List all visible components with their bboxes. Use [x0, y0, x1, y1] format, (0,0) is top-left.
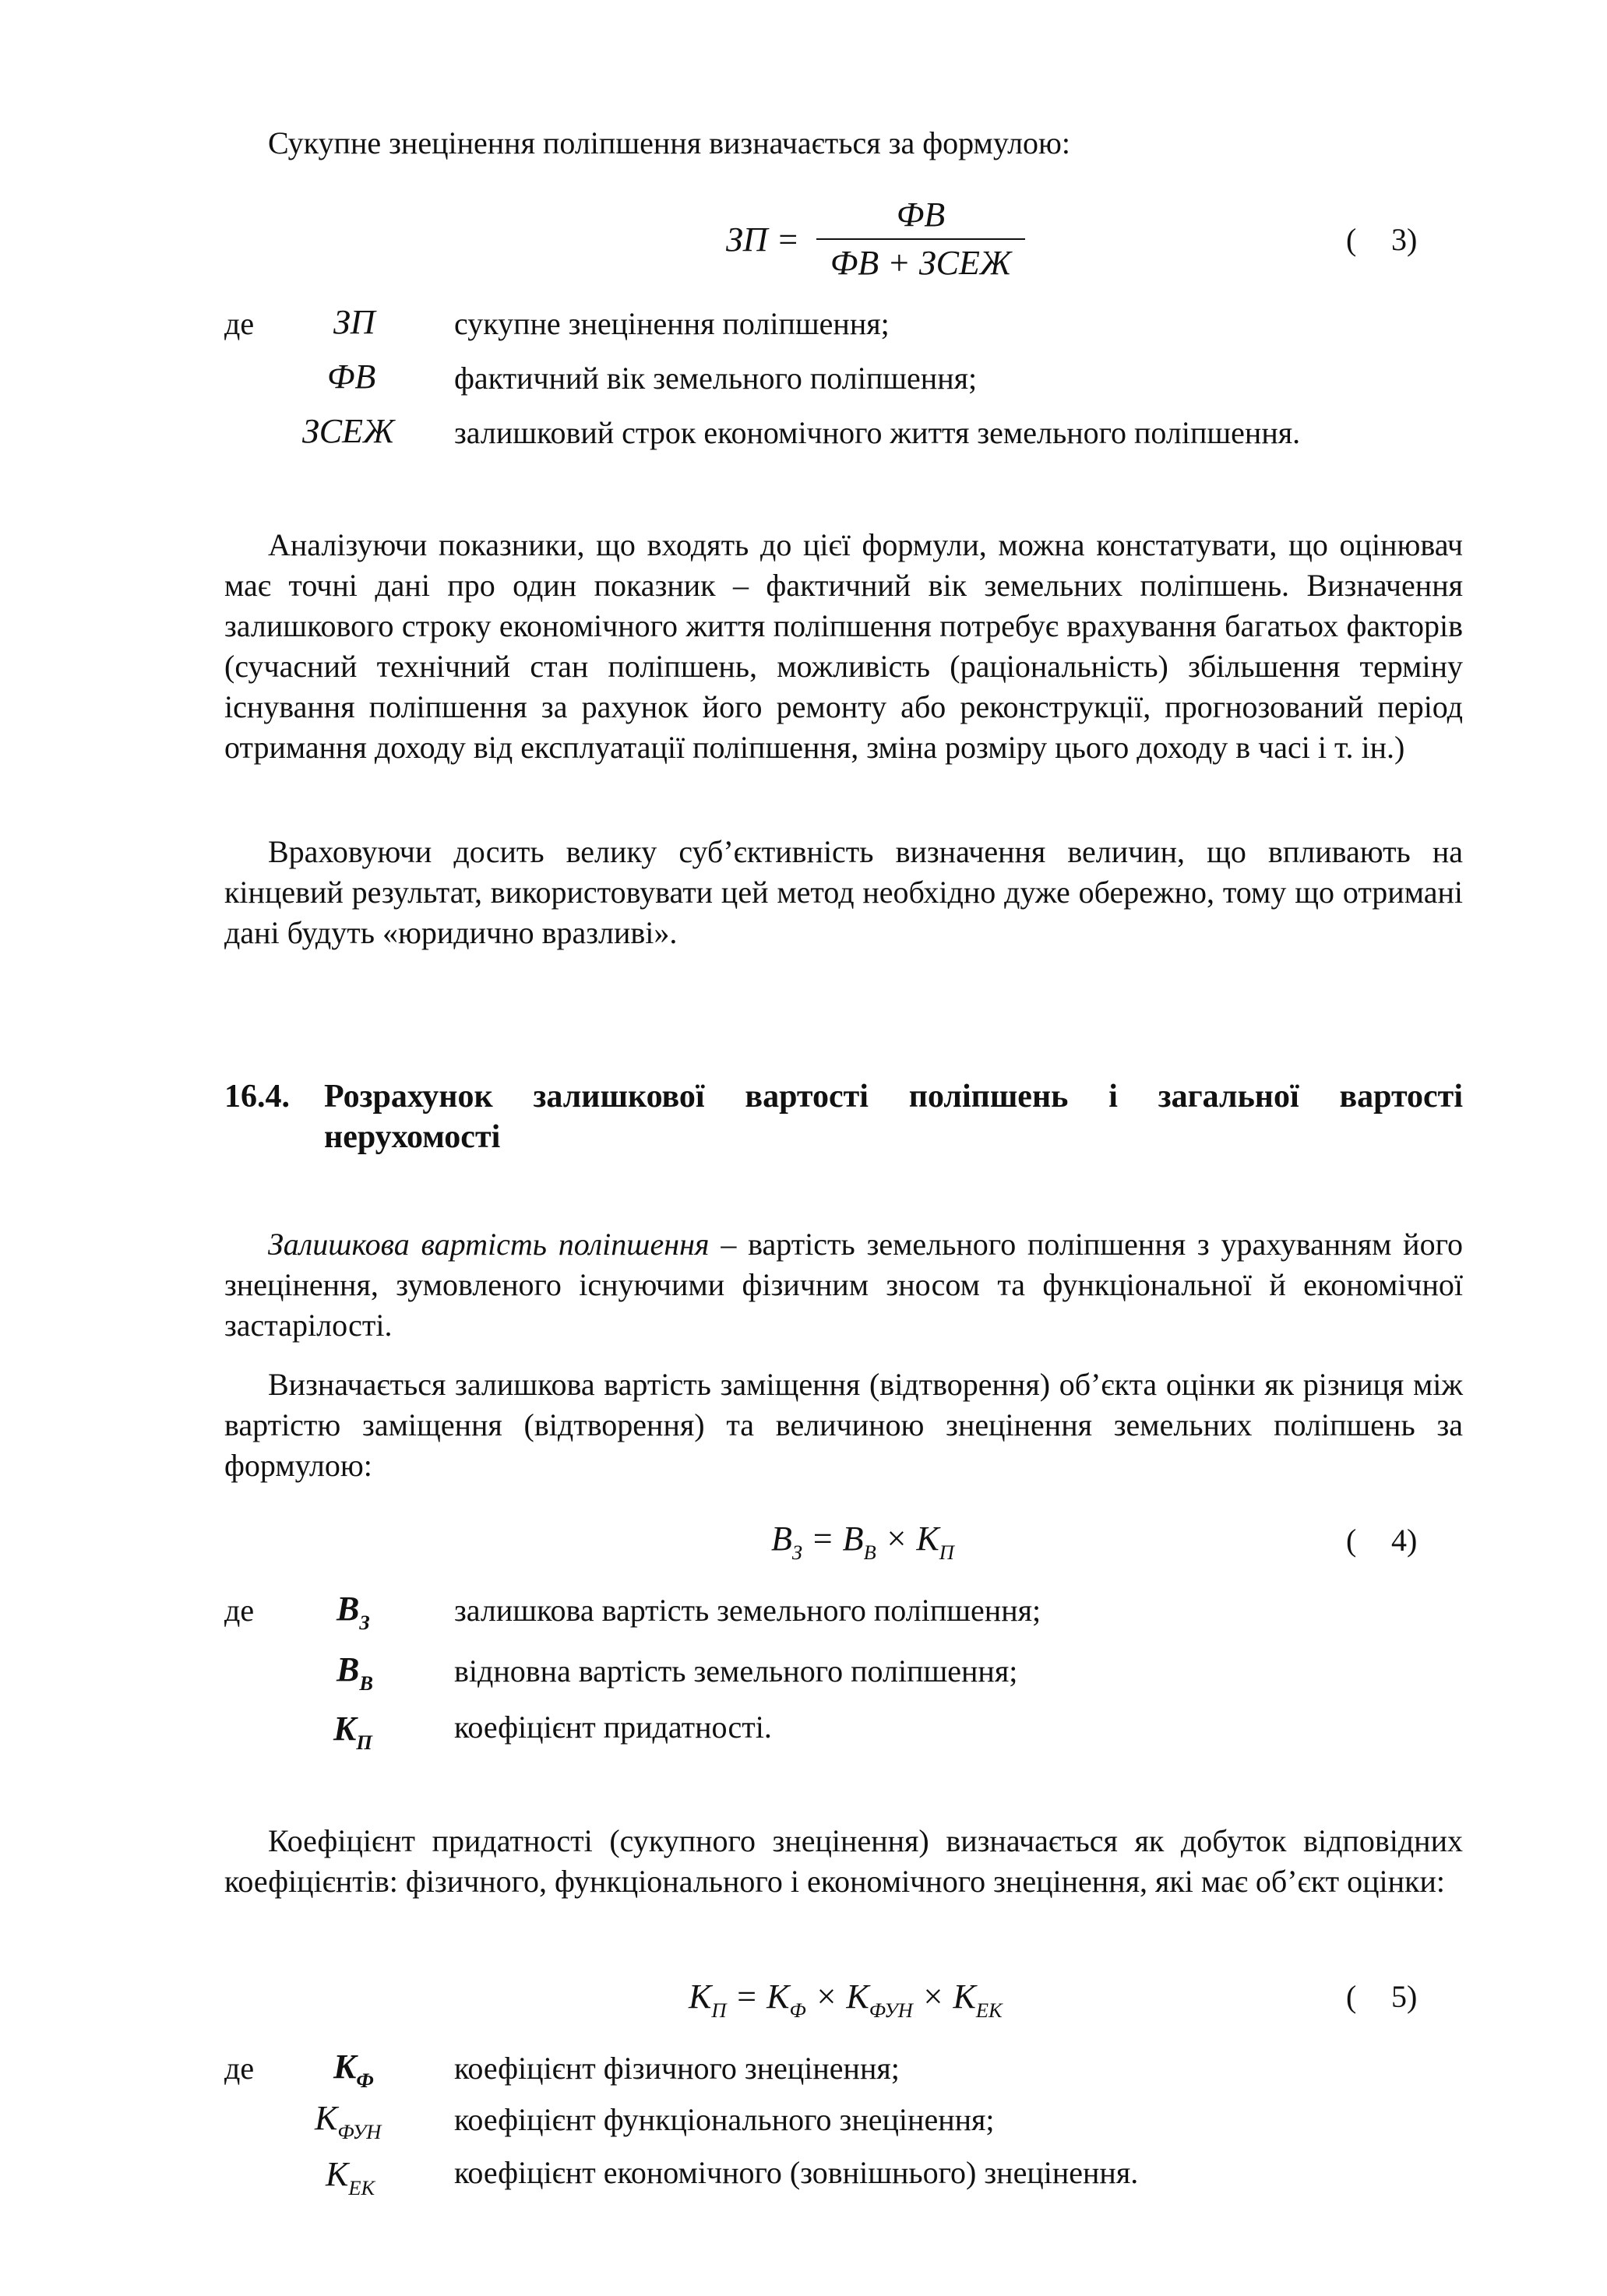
- subscript: ЕК: [975, 1998, 1003, 2022]
- formula-3-denominator: ФВ + ЗСЕЖ: [830, 244, 1012, 282]
- paragraph-text: Визначається залишкова вартість заміщення (відтворення) об’єкта оцінки як різниця між вартістю заміщення (відтворення) та величиною знецінення земельних поліпшень за формулою:: [224, 1367, 1463, 1483]
- where-label: де: [224, 2051, 255, 2086]
- symbol-letter: K: [315, 2099, 338, 2137]
- symbol-k: K: [953, 1977, 976, 2016]
- symbol-k-p: [333, 1709, 372, 1754]
- subscript: Ф: [789, 1998, 806, 2022]
- subscript: В: [863, 1540, 876, 1564]
- paragraph-residual-definition: [224, 1224, 1463, 1346]
- formula-3-numerator: ФВ: [896, 195, 946, 234]
- equation-number-text: 3): [1391, 222, 1418, 257]
- subscript: З: [359, 1610, 370, 1634]
- section-title-line-2: нерухомості: [324, 1119, 501, 1155]
- paragraph-intro-formula-3: [224, 123, 1463, 164]
- paragraph-analysis: [224, 525, 1463, 768]
- open-paren: (: [1346, 1979, 1357, 2014]
- definition-fv: фактичний вік земельного поліпшення;: [454, 361, 978, 396]
- equation-number-4: [1346, 1522, 1417, 1558]
- paragraph-text: Враховуючи досить велику суб’єктивність визначення величин, що впливають на кінцевий результат, використовувати цей метод необхідно дуже обережно, тому що отримані дані будуть «юридично вразливі».: [224, 834, 1463, 950]
- paragraph-coefficient: [224, 1821, 1463, 1902]
- symbol-letter: B: [337, 1650, 360, 1689]
- times-sign: ×: [912, 1977, 953, 2016]
- symbol-b-v: [337, 1650, 373, 1695]
- symbol-k: K: [689, 1977, 712, 2016]
- paragraph-text: – вартість земельного поліпшення з урахуванням його знецінення, зумовленого існуючими фізичним зносом та функціональної й економічної застарілості.: [224, 1227, 1463, 1343]
- symbol-letter: K: [333, 2048, 357, 2086]
- open-paren: (: [1346, 222, 1357, 257]
- fraction-bar: [816, 238, 1025, 240]
- section-heading: [224, 1076, 1463, 1157]
- paragraph-text: Коефіцієнт придатності (сукупного знецінення) визначається як добуток відповідних коефіцієнтів: фізичного, функціонального і економічного знецінення, які має об’єкт оцінки:: [224, 1823, 1463, 1899]
- equals-sign: =: [726, 1977, 767, 2016]
- symbol-b-z: [337, 1589, 370, 1634]
- subscript: П: [356, 1730, 372, 1754]
- open-paren: (: [1346, 1523, 1357, 1558]
- symbol-zsezh: ЗСЕЖ: [302, 412, 395, 450]
- symbol-b: B: [771, 1520, 792, 1558]
- defined-term: Залишкова вартість поліпшення: [268, 1227, 710, 1262]
- subscript: ФУН: [869, 1998, 913, 2022]
- subscript: В: [359, 1671, 373, 1695]
- definition-b-z: залишкова вартість земельного поліпшення;: [454, 1593, 1041, 1628]
- definition-k-fun: коефіцієнт функціонального знецінення;: [454, 2102, 995, 2137]
- paragraph-text: Сукупне знецінення поліпшення визначається за формулою:: [268, 125, 1071, 160]
- definition-k-p: коефіцієнт придатності.: [454, 1710, 772, 1745]
- symbol-k-ek: [326, 2154, 375, 2199]
- equation-number-3: [1346, 221, 1417, 258]
- equals-sign: =: [802, 1520, 843, 1558]
- equation-number-text: 5): [1391, 1979, 1418, 2014]
- subscript: З: [791, 1540, 802, 1564]
- symbol-zp: ЗП: [333, 303, 375, 341]
- definition-zsezh: залишковий строк економічного життя земельного поліпшення.: [454, 415, 1301, 450]
- formula-4: [771, 1519, 954, 1564]
- symbol-letter: K: [333, 1710, 357, 1748]
- symbol-b: B: [842, 1520, 864, 1558]
- subscript: П: [711, 1998, 727, 2022]
- symbol-fv: ФВ: [327, 357, 376, 396]
- subscript: Ф: [356, 2068, 374, 2092]
- paragraph-caution: [224, 832, 1463, 953]
- equation-number-5: [1346, 1978, 1417, 2015]
- equation-number-text: 4): [1391, 1523, 1418, 1558]
- definition-k-f: коефіцієнт фізичного знецінення;: [454, 2051, 900, 2086]
- definition-b-v: відновна вартість земельного поліпшення;: [454, 1653, 1018, 1689]
- symbol-k: K: [916, 1520, 939, 1558]
- definition-k-ek: коефіцієнт економічного (зовнішнього) знецінення.: [454, 2155, 1139, 2190]
- symbol-k: K: [766, 1977, 790, 2016]
- subscript: ЕК: [348, 2175, 375, 2199]
- symbol-k-f: [333, 2047, 374, 2092]
- subscript: ФУН: [337, 2119, 382, 2143]
- times-sign: ×: [805, 1977, 847, 2016]
- symbol-k-fun: [315, 2098, 382, 2143]
- symbol-letter: K: [326, 2155, 349, 2193]
- section-number: 16.4.: [224, 1079, 290, 1115]
- where-label: де: [224, 1593, 255, 1628]
- section-title-line-1: Розрахунок залишкової вартості поліпшень і загальної вартості: [324, 1079, 1463, 1115]
- definition-zp: сукупне знецінення поліпшення;: [454, 306, 890, 341]
- symbol-letter: B: [337, 1590, 360, 1628]
- formula-3-fraction: [816, 195, 1025, 283]
- subscript: П: [939, 1540, 954, 1564]
- paragraph-determined: [224, 1365, 1463, 1486]
- symbol-k: K: [846, 1977, 869, 2016]
- paragraph-text: Аналізуючи показники, що входять до цієї формули, можна констатувати, що оцінювач має точні дані про один показник – фактичний вік земельних поліпшень. Визначення залишкового строку економічного життя поліпшення потребує врахування багатьох факторів (сучасний технічний стан поліпшень, можливість (раціональність) збільшення терміну існування поліпшення за рахунок його ремонту або реконструкції, прогнозований період отримання доходу від експлуатації поліпшення, зміна розміру цього доходу в часі і т. ін.): [224, 527, 1463, 765]
- where-label: де: [224, 306, 255, 341]
- times-sign: ×: [876, 1520, 917, 1558]
- formula-5: [689, 1977, 1003, 2022]
- formula-3-lhs: ЗП =: [726, 220, 800, 259]
